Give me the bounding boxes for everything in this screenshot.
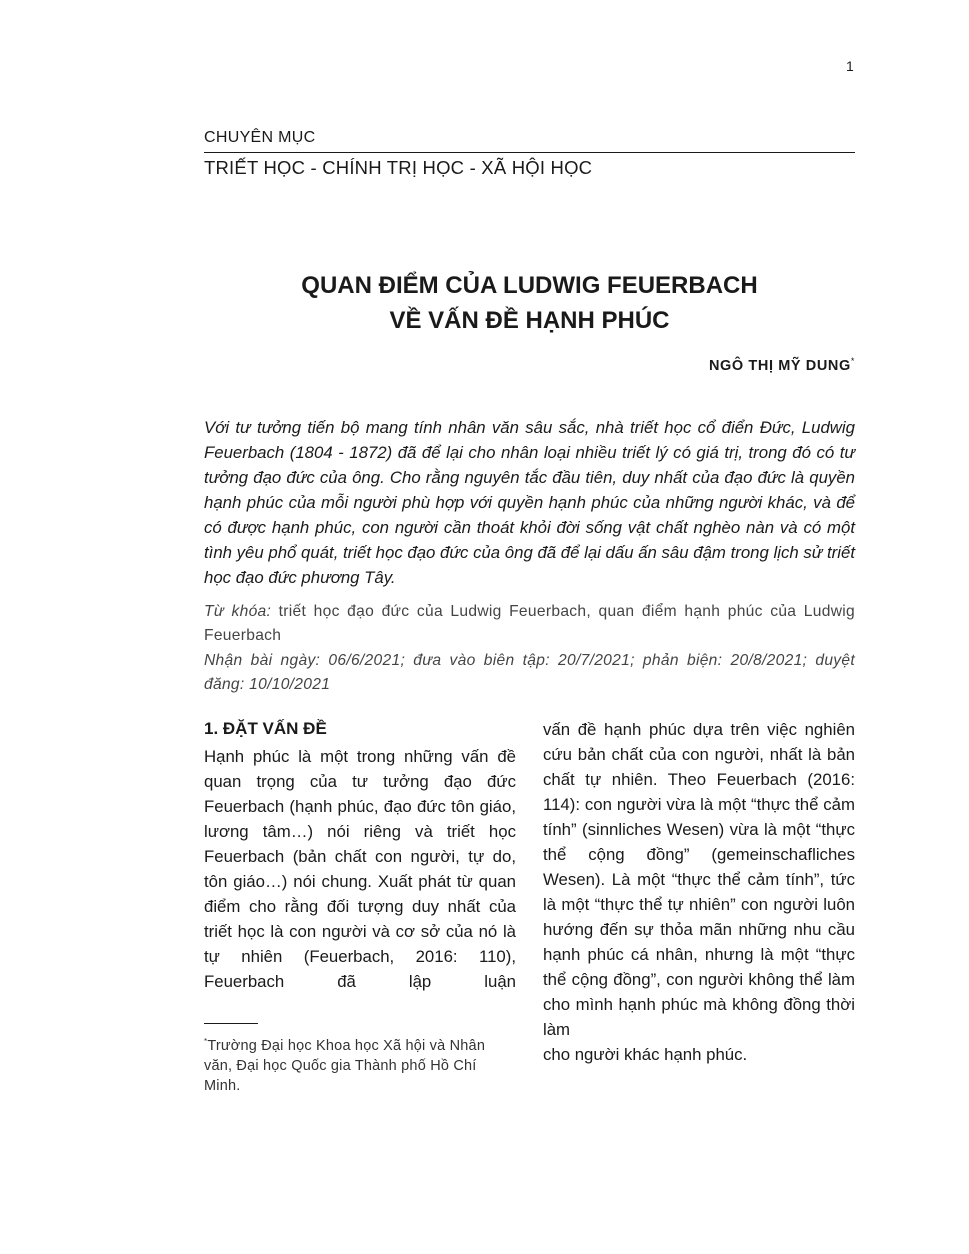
footnote-mark: *	[204, 1037, 208, 1046]
section-title: TRIẾT HỌC - CHÍNH TRỊ HỌC - XÃ HỘI HỌC	[204, 157, 593, 178]
article-title	[204, 268, 855, 338]
section-label: CHUYÊN MỤC	[204, 129, 316, 146]
keywords	[204, 600, 855, 648]
submission-dates: Nhận bài ngày: 06/6/2021; đưa vào biên tập: 20/7/2021; phản biện: 20/8/2021; duyệt đăng: 10/10/2021	[204, 652, 855, 693]
body-column-left	[204, 744, 516, 994]
section-heading: 1. ĐẶT VẤN ĐỀ	[204, 719, 327, 738]
body-column-right	[543, 717, 855, 1067]
author	[709, 356, 855, 374]
page-number: 1	[846, 58, 854, 74]
footnote-divider	[204, 1023, 258, 1024]
author-footnote-mark: *	[850, 356, 855, 366]
body-paragraph-right: vấn đề hạnh phúc dựa trên việc nghiên cứu bản chất của con người, nhất là bản chất tự nhiên. Theo Feuerbach (2016: 114): con người vừa là một “thực thể cảm tính” (sinnliches Wesen) vừa là một “thực thể cộng đồng” (gemeinschafliches Wesen). Là một “thực thể cảm tính”, tức là một “thực thể tự nhiên” con người luôn hướng đến sự thỏa mãn những nhu cầu hạnh phúc cá nhân, nhưng là một “thực thể cộng đồng”, con người không thể làm cho mình hạnh phúc mà không đồng thời làm	[543, 720, 855, 1039]
body-paragraph-right-end: cho người khác hạnh phúc.	[543, 1045, 748, 1064]
article-title-line-2: VỀ VẤN ĐỀ HẠNH PHÚC	[389, 307, 670, 334]
author-name: NGÔ THỊ MỸ DUNG	[708, 357, 851, 374]
article-title-line-1: QUAN ĐIỂM CỦA LUDWIG FEUERBACH	[301, 272, 758, 299]
keywords-text: triết học đạo đức của Ludwig Feuerbach, quan điểm hạnh phúc của Ludwig Feuerbach	[204, 603, 855, 644]
footnote	[204, 1032, 516, 1096]
keywords-label: Từ khóa:	[204, 603, 272, 620]
footnote-text: Trường Đại học Khoa học Xã hội và Nhân văn, Đại học Quốc gia Thành phố Hồ Chí Minh.	[204, 1037, 486, 1094]
header-divider	[204, 152, 855, 153]
abstract: Với tư tưởng tiến bộ mang tính nhân văn sâu sắc, nhà triết học cổ điển Đức, Ludwig Feuerbach (1804 - 1872) đã để lại cho nhân loại nhiều triết lý có giá trị, trong đó có tư tưởng đạo đức của ông. Cho rằng nguyên tắc đầu tiên, duy nhất của đạo đức là quyền hạnh phúc của mỗi người phù hợp với quyền hạnh phúc của những người khác, và để có được hạnh phúc, con người cần thoát khỏi đời sống vật chất nghèo nàn và có một tình yêu phổ quát, triết học đạo đức của ông đã để lại dấu ấn sâu đậm trong lịch sử triết học đạo đức phương Tây.	[204, 418, 855, 587]
body-paragraph-left: Hạnh phúc là một trong những vấn đề quan trọng của tư tưởng đạo đức Feuerbach (hạnh phúc, đạo đức tôn giáo, lương tâm…) nói riêng và triết học Feuerbach (bản chất con người, tự do, tôn giáo…) nói chung. Xuất phát từ quan điểm cho rằng đối tượng duy nhất của triết học là con người và cơ sở của nó là tự nhiên (Feuerbach, 2016: 110), Feuerbach đã lập luận	[204, 747, 516, 991]
